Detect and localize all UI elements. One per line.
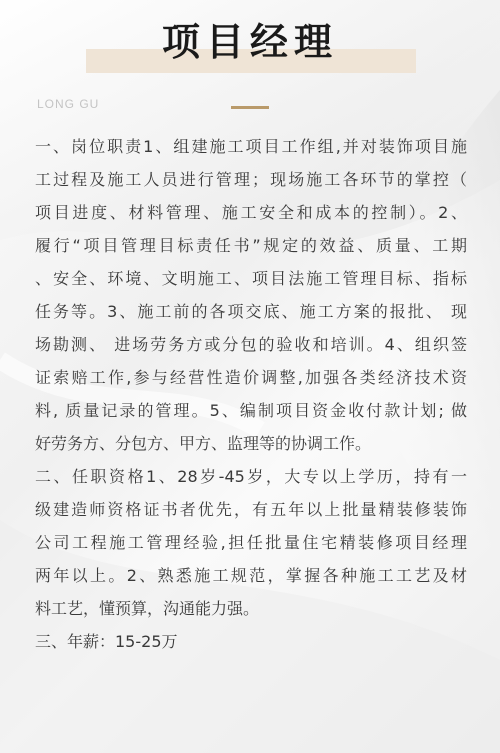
text-line: 项目进度、材料管理、施工安全和成本的控制）。2、 (35, 203, 467, 222)
accent-divider (231, 106, 269, 109)
salary-line: 三、年薪：15-25万 (35, 632, 178, 651)
text-line: 一、岗位职责1、组建施工项目工作组,并对装饰项目施 (35, 137, 467, 156)
text-line: 场勘测、 进场劳务方或分包的验收和培训。4、组织签 (35, 335, 467, 354)
job-description (35, 130, 467, 658)
text-line: 好劳务方、分包方、甲方、监理等的协调工作。 (35, 434, 372, 453)
text-line: 级建造师资格证书者优先，有五年以上批量精装修装饰 (35, 500, 467, 519)
text-line: 公司工程施工管理经验,担任批量住宅精装修项目经理 (35, 533, 467, 552)
text-line: 两年以上。2、熟悉施工规范，掌握各种施工工艺及材 (35, 566, 467, 585)
text-line: 证索赔工作,参与经营性造价调整,加强各类经济技术资 (35, 368, 467, 387)
text-line: 料, 质量记录的管理。5、编制项目资金收付款计划; 做 (35, 401, 467, 420)
text-line: 工过程及施工人员进行管理；现场施工各环节的掌控（ (35, 170, 467, 189)
text-line: 、安全、环境、文明施工、项目法施工管理目标、指标 (35, 269, 467, 288)
text-line: 任务等。3、施工前的各项交底、施工方案的报批、 现 (35, 302, 467, 321)
brand-subtitle: LONG GU (37, 97, 100, 111)
page-title: 项目经理 (161, 19, 338, 64)
text-line: 履行“项目管理目标责任书”规定的效益、质量、工期 (35, 236, 467, 255)
text-line: 料工艺，懂预算，沟通能力强。 (35, 599, 260, 618)
text-line: 二、任职资格1、28岁-45岁，大专以上学历，持有一 (35, 467, 467, 486)
